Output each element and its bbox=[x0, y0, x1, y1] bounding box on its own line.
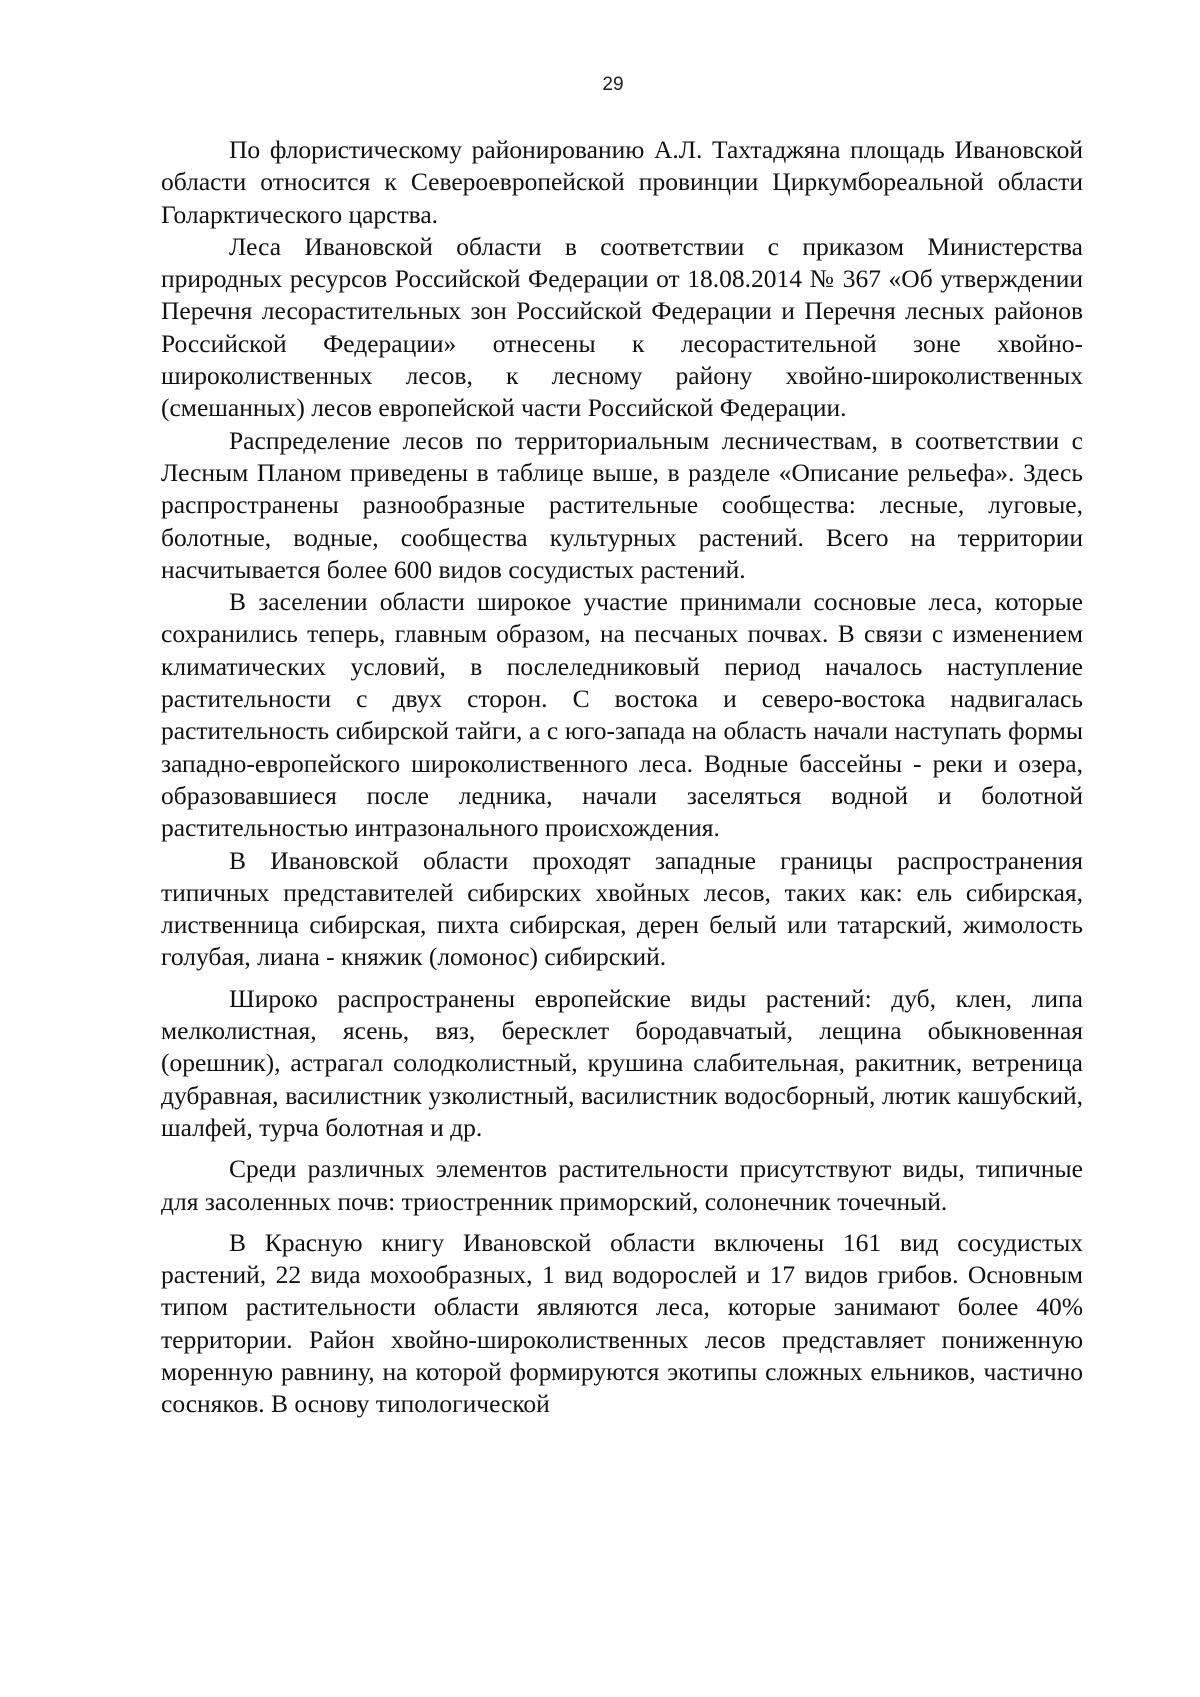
paragraph-european-species: Широко распространены европейские виды растений: дуб, клен, липа мелколистная, ясень, вяз, бересклет бородавчатый, лещина обыкновенная (орешник), астрагал солодколистный, крушина слабительная, ракитник, ветреница дубравная, василистник узколистный, василистник водосборный, лютик кашубский, шалфей, турча болотная и др. bbox=[161, 983, 1083, 1142]
document-body bbox=[161, 134, 1083, 1421]
paragraph-forest-distribution: Распределение лесов по территориальным лесничествам, в соответствии с Лесным Планом приведены в таблице выше, в разделе «Описание рельефа». Здесь распространены разнообразные растительные сообщества: лесные, луговые, болотные, водные, сообщества культурных растений. Всего на территории насчитывается более 600 видов сосудистых растений. bbox=[161, 425, 1083, 584]
paragraph-red-book: В Красную книгу Ивановской области включены 161 вид сосудистых растений, 22 вида мохообразных, 1 вид водорослей и 17 видов грибов. Основным типом растительности области являются леса, которые занимают более 40% территории. Район хвойно-широколиственных лесов представляет пониженную моренную равнину, на которой формируются экотипы сложных ельников, частично сосняков. В основу типологической bbox=[161, 1227, 1083, 1419]
paragraph-floristic-zoning: По флористическому районированию А.Л. Тахтаджяна площадь Ивановской области относится к Североевропейской провинции Циркумбореальной области Голарктического царства. bbox=[161, 135, 1083, 229]
paragraph-settlement-history: В заселении области широкое участие принимали сосновые леса, которые сохранились теперь, главным образом, на песчаных почвах. В связи с изменением климатических условий, в послеледниковый период началось наступление растительности с двух сторон. С востока и северо-востока надвигалась растительность сибирской тайги, а с юго-запада на область начали наступать формы западно-европейского широколиственного леса. Водные бассейны - реки и озера, образовавшиеся после ледника, начали заселяться водной и болотной растительностью интразонального происхождения. bbox=[161, 587, 1083, 843]
page-number: 29 bbox=[602, 74, 624, 95]
paragraph-saline-species: Среди различных элементов растительности присутствуют виды, типичные для засоленных почв: триостренник приморский, солонечник точечный. bbox=[161, 1154, 1083, 1216]
paragraph-forest-zone: Леса Ивановской области в соответствии с приказом Министерства природных ресурсов Российской Федерации от 18.08.2014 № 367 «Об утверждении Перечня лесорастительных зон Российской Федерации и Перечня лесных районов Российской Федерации» отнесены к лесорастительной зоне хвойно-широколиственных лесов, к лесному району хвойно-широколиственных (смешанных) лесов европейской части Российской Федерации. bbox=[161, 231, 1083, 423]
paragraph-siberian-species: В Ивановской области проходят западные границы распространения типичных представителей сибирских хвойных лесов, таких как: ель сибирская, лиственница сибирская, пихта сибирская, дерен белый или татарский, жимолость голубая, лиана - княжик (ломонос) сибирский. bbox=[161, 845, 1083, 972]
